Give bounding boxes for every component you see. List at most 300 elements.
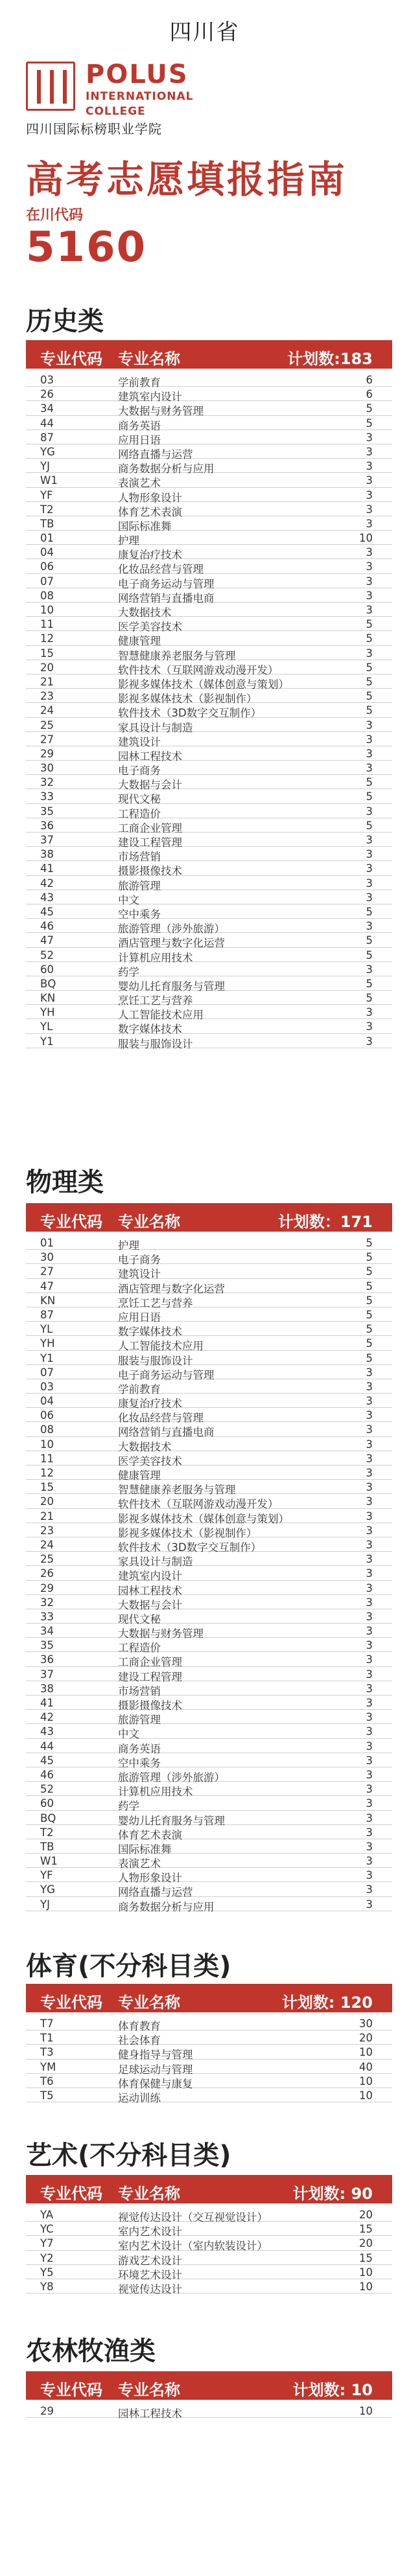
major-code: 43 — [40, 891, 54, 904]
plan-count: 5 — [366, 1308, 373, 1321]
plan-count: 10 — [359, 2046, 373, 2059]
table-row — [26, 1710, 392, 1727]
table-row — [26, 617, 392, 634]
table-row — [26, 775, 392, 792]
major-code: BQ — [40, 1811, 56, 1824]
table-header-history — [26, 340, 392, 369]
plan-count: 3 — [366, 1596, 373, 1609]
plan-count: 3 — [366, 589, 373, 602]
plan-count: 3 — [366, 1797, 373, 1810]
plan-count: 3 — [366, 963, 373, 976]
major-name: 工程造价 — [118, 807, 161, 820]
major-name: 大数据与财务管理 — [118, 1627, 204, 1640]
major-name: 健身指导与管理 — [118, 2049, 193, 2062]
major-name: 市场营销 — [118, 851, 161, 864]
table-row — [26, 904, 392, 919]
major-name: 建筑设计 — [118, 735, 161, 748]
table-row — [26, 1365, 392, 1379]
major-name: 家具设计与制造 — [118, 1556, 193, 1569]
plan-count: 3 — [366, 1768, 373, 1781]
table-row — [26, 502, 392, 516]
major-code: 87 — [40, 1308, 54, 1321]
table-row — [26, 1379, 392, 1394]
table-row — [26, 559, 392, 576]
major-code: 29 — [40, 1581, 54, 1594]
plan-count: 10 — [359, 2089, 373, 2102]
major-code: 43 — [40, 1725, 54, 1738]
section-title-agriculture: 农林牧渔类 — [26, 2336, 156, 2366]
major-code: YF — [40, 1869, 53, 1882]
major-code: 23 — [40, 1524, 54, 1537]
major-code: YG — [40, 445, 55, 458]
plan-count: 3 — [366, 460, 373, 473]
plan-count: 3 — [366, 1423, 373, 1436]
table-row — [26, 1595, 392, 1609]
table-row — [26, 2060, 392, 2074]
plan-count: 3 — [366, 1366, 373, 1379]
plan-count: 5 — [366, 1323, 373, 1336]
major-code: 32 — [40, 1596, 54, 1609]
logo-en-line3: COLLEGE — [86, 105, 146, 118]
plan-count: 3 — [366, 1006, 373, 1019]
major-code: 24 — [40, 704, 54, 717]
major-code: Y7 — [40, 2237, 54, 2250]
major-code: 25 — [40, 719, 54, 731]
major-code: 06 — [40, 1409, 54, 1422]
major-code: 04 — [40, 1395, 54, 1408]
major-name: 建筑设计 — [118, 1268, 161, 1281]
plan-count: 3 — [366, 1035, 373, 1048]
table-header-physics — [26, 1203, 392, 1232]
section-title-sports: 体育(不分科目类) — [26, 1951, 231, 1981]
table-row — [26, 373, 392, 387]
table-header-sports — [26, 1984, 392, 2012]
plan-count: 3 — [366, 1538, 373, 1551]
plan-count: 3 — [366, 1855, 373, 1868]
major-code: 30 — [40, 762, 54, 775]
major-code: YH — [40, 1337, 55, 1350]
table-row — [26, 2030, 392, 2045]
major-name: 摄影摄像技术 — [118, 865, 182, 878]
major-code: W1 — [40, 474, 58, 487]
major-code: 46 — [40, 920, 54, 933]
major-code: 15 — [40, 647, 54, 660]
table-row — [26, 1724, 392, 1741]
plan-count: 3 — [366, 1510, 373, 1523]
plan-count: 5 — [366, 1351, 373, 1364]
plan-count: 3 — [366, 503, 373, 516]
major-name: 康复治疗技术 — [118, 1397, 182, 1410]
major-code: T6 — [40, 2075, 54, 2087]
major-name: 烹饪工艺与营养 — [118, 1296, 193, 1309]
table-row — [26, 1019, 392, 1036]
plan-count: 10 — [359, 2405, 373, 2417]
table-row — [26, 2251, 392, 2265]
table-row — [26, 2088, 392, 2102]
plan-count: 3 — [366, 1467, 373, 1479]
major-code: 27 — [40, 1265, 54, 1278]
plan-count: 5 — [366, 905, 373, 918]
plan-count: 5 — [366, 819, 373, 832]
major-code: 26 — [40, 388, 54, 401]
plan-count: 3 — [366, 1826, 373, 1839]
col-header-code: 专业代码 — [40, 2381, 102, 2399]
major-code: 12 — [40, 632, 54, 645]
plan-count: 3 — [366, 1725, 373, 1738]
plan-count: 3 — [366, 1610, 373, 1623]
major-name: 大数据与会计 — [118, 779, 182, 792]
major-name: 智慧健康养老服务与管理 — [118, 649, 236, 662]
major-code: 45 — [40, 1754, 54, 1767]
plan-count: 5 — [366, 992, 373, 1005]
plan-count: 3 — [366, 517, 373, 530]
major-code: 41 — [40, 1697, 54, 1709]
plan-count: 3 — [366, 1653, 373, 1666]
plan-count: 15 — [359, 2223, 373, 2236]
table-row — [26, 991, 392, 1005]
table-row — [26, 1293, 392, 1307]
table-row — [26, 2222, 392, 2236]
major-name: 大数据与财务管理 — [118, 405, 204, 418]
major-code: 06 — [40, 560, 54, 573]
table-row — [26, 1696, 392, 1710]
col-header-count: 计划数: 120 — [281, 1994, 373, 2012]
major-code: 36 — [40, 819, 54, 832]
major-code: W1 — [40, 1855, 58, 1868]
major-name: 应用日语 — [118, 1311, 161, 1324]
table-row — [26, 1681, 392, 1696]
plan-count: 3 — [366, 1553, 373, 1566]
col-header-count: 计划数：171 — [277, 1213, 373, 1231]
major-code: 12 — [40, 1467, 54, 1479]
major-name: 现代文秘 — [118, 1613, 161, 1626]
plan-count: 5 — [366, 632, 373, 645]
major-name: 服装与服饰设计 — [118, 1354, 193, 1367]
major-name: 智慧健康养老服务与管理 — [118, 1484, 236, 1497]
plan-count: 3 — [366, 1452, 373, 1465]
major-name: 电子商务 — [118, 765, 161, 777]
table-row — [26, 430, 392, 444]
section-title-art: 艺术(不分科目类) — [26, 2141, 231, 2170]
table-row — [26, 789, 392, 806]
plan-count: 3 — [366, 920, 373, 933]
table-row — [26, 488, 392, 502]
major-name: 影视多媒体技术（媒体创意与策划） — [118, 1512, 289, 1525]
major-code: TB — [40, 1840, 54, 1853]
major-name: 园林工程技术 — [118, 1584, 182, 1597]
major-code: Y8 — [40, 2280, 54, 2293]
major-code: 33 — [40, 1610, 54, 1623]
major-name: 工程造价 — [118, 1642, 161, 1655]
table-row — [26, 660, 392, 674]
major-name: 建设工程管理 — [118, 836, 182, 849]
major-code: 01 — [40, 532, 54, 545]
table-row — [26, 1882, 392, 1899]
major-code: YL — [40, 1323, 53, 1336]
table-row — [26, 1279, 392, 1293]
plan-count: 15 — [359, 2251, 373, 2264]
college-logo — [26, 60, 389, 137]
plan-count: 3 — [366, 1020, 373, 1033]
major-name: 烹饪工艺与营养 — [118, 995, 193, 1007]
major-code: 29 — [40, 747, 54, 760]
major-code: 37 — [40, 1668, 54, 1681]
table-row — [26, 703, 392, 720]
major-code: 47 — [40, 934, 54, 947]
col-header-name: 专业名称 — [118, 2185, 180, 2203]
table-row — [26, 1466, 392, 1480]
major-name: 网络直播与运营 — [118, 1886, 193, 1899]
major-name: 体育艺术表演 — [118, 505, 182, 518]
major-code: 52 — [40, 949, 54, 961]
major-code: 87 — [40, 431, 54, 444]
plan-count: 5 — [366, 1237, 373, 1249]
major-name: 大数据与会计 — [118, 1598, 182, 1611]
major-code: 60 — [40, 963, 54, 976]
table-row — [26, 1005, 392, 1022]
table-row — [26, 545, 392, 562]
table-row — [26, 1250, 392, 1267]
major-code: 10 — [40, 1438, 54, 1451]
major-code: 29 — [40, 2405, 54, 2417]
plan-count: 3 — [366, 1625, 373, 1638]
major-code: 11 — [40, 1452, 54, 1465]
logo-en-line2: INTERNATIONAL — [86, 90, 194, 103]
major-name: 国际标准舞 — [118, 1843, 172, 1856]
col-header-code: 专业代码 — [40, 1213, 102, 1231]
plan-count: 3 — [366, 1438, 373, 1451]
major-name: 健康管理 — [118, 1469, 161, 1482]
plan-count: 3 — [366, 489, 373, 501]
plan-count: 3 — [366, 1524, 373, 1537]
major-name: 电子商务运动与管理 — [118, 1368, 215, 1381]
major-name: 医学美容技术 — [118, 1455, 182, 1467]
table-row — [26, 2404, 392, 2418]
section-title-history: 历史类 — [26, 306, 104, 336]
plan-count: 5 — [366, 977, 373, 990]
major-code: 21 — [40, 675, 54, 688]
plan-count: 20 — [359, 2209, 373, 2221]
plan-count: 5 — [366, 790, 373, 803]
major-code: KN — [40, 1294, 56, 1307]
major-code: 38 — [40, 1682, 54, 1695]
plan-count: 3 — [366, 431, 373, 444]
major-code: 20 — [40, 1495, 54, 1508]
major-name: 园林工程技术 — [118, 2408, 182, 2420]
table-row — [26, 2236, 392, 2253]
major-name: 家具设计与制造 — [118, 721, 193, 734]
major-code: YC — [40, 2223, 54, 2236]
plan-count: 10 — [359, 2266, 373, 2279]
province-label: 四川省 — [169, 19, 240, 45]
table-row — [26, 933, 392, 950]
major-code: 30 — [40, 1251, 54, 1264]
plan-count: 10 — [359, 532, 373, 545]
major-name: 影视多媒体技术（影视制作） — [118, 1526, 257, 1539]
plan-count: 5 — [366, 402, 373, 415]
table-row — [26, 416, 392, 430]
plan-count: 3 — [366, 805, 373, 818]
table-row — [26, 1566, 392, 1583]
table-physics — [26, 1236, 392, 1911]
major-name: 学前教育 — [118, 376, 161, 389]
plan-count: 3 — [366, 445, 373, 458]
col-header-name: 专业名称 — [118, 1994, 180, 2012]
table-row — [26, 1509, 392, 1523]
table-row — [26, 1811, 392, 1825]
major-name: 体育保健与康复 — [118, 2077, 193, 2090]
major-name: 国际标准舞 — [118, 520, 172, 533]
col-header-name: 专业名称 — [118, 350, 180, 368]
table-row — [26, 1264, 392, 1281]
table-row — [26, 1537, 392, 1552]
major-name: 建筑室内设计 — [118, 1570, 182, 1583]
plan-count: 3 — [366, 647, 373, 660]
major-code: 42 — [40, 1711, 54, 1724]
major-name: 室内艺术设计 — [118, 2225, 182, 2238]
major-code: 35 — [40, 1639, 54, 1652]
table-row — [26, 473, 392, 490]
table-row — [26, 2207, 392, 2222]
major-code: T3 — [40, 2046, 54, 2059]
major-name: 园林工程技术 — [118, 750, 182, 763]
table-row — [26, 1624, 392, 1638]
major-name: 药学 — [118, 1800, 139, 1813]
col-header-count: 计划数:183 — [287, 350, 373, 368]
major-code: 45 — [40, 905, 54, 918]
table-row — [26, 1825, 392, 1839]
plan-count: 5 — [366, 1265, 373, 1278]
plan-count: 5 — [366, 934, 373, 947]
col-header-code: 专业代码 — [40, 2185, 102, 2203]
major-name: 康复治疗技术 — [118, 549, 182, 562]
major-name: 网络营销与直播电商 — [118, 1426, 215, 1439]
major-code: T1 — [40, 2032, 54, 2045]
major-name: 工商企业管理 — [118, 822, 182, 834]
plan-count: 3 — [366, 1883, 373, 1896]
table-row — [26, 1667, 392, 1681]
major-code: KN — [40, 992, 56, 1005]
table-row — [26, 1336, 392, 1353]
major-code: 01 — [40, 1237, 54, 1249]
table-row — [26, 2074, 392, 2088]
major-code: 60 — [40, 1797, 54, 1810]
table-row — [26, 1782, 392, 1799]
col-header-code: 专业代码 — [40, 1994, 102, 2012]
major-code: 07 — [40, 575, 54, 588]
major-code: YL — [40, 1020, 53, 1033]
major-name: 学前教育 — [118, 1383, 161, 1396]
major-name: 室内艺术设计（室内软装设计） — [118, 2240, 268, 2253]
major-code: BQ — [40, 977, 56, 990]
major-name: 旅游管理（涉外旅游） — [118, 1771, 225, 1784]
major-name: 市场营销 — [118, 1685, 161, 1697]
table-row — [26, 1494, 392, 1511]
major-name: 影视多媒体技术（影视制作） — [118, 693, 257, 706]
major-name: 空中乘务 — [118, 1756, 161, 1769]
major-name: 人工智能技术应用 — [118, 1009, 204, 1022]
major-code: 27 — [40, 733, 54, 746]
major-name: 酒店管理与数字化运营 — [118, 937, 225, 950]
plan-count: 6 — [366, 374, 373, 386]
plan-count: 20 — [359, 2237, 373, 2250]
major-name: 足球运动与管理 — [118, 2063, 193, 2076]
table-row — [26, 718, 392, 732]
table-row — [26, 1480, 392, 1497]
major-code: YM — [40, 2060, 56, 2073]
major-name: 应用日语 — [118, 433, 161, 446]
table-history — [26, 373, 392, 1048]
major-code: YJ — [40, 1898, 50, 1911]
major-name: 旅游管理 — [118, 879, 161, 892]
major-code: 33 — [40, 790, 54, 803]
table-row — [26, 876, 392, 890]
table-row — [26, 603, 392, 617]
table-row — [26, 1351, 392, 1365]
major-code: 08 — [40, 1423, 54, 1436]
major-code: 03 — [40, 1380, 54, 1393]
major-name: 计算机应用技术 — [118, 951, 193, 964]
plan-count: 3 — [366, 1754, 373, 1767]
col-header-name: 专业名称 — [118, 2381, 180, 2399]
table-row — [26, 1322, 392, 1339]
table-row — [26, 1638, 392, 1655]
table-agriculture — [26, 2404, 392, 2418]
major-code: 10 — [40, 604, 54, 616]
plan-count: 3 — [366, 1380, 373, 1393]
table-row — [26, 444, 392, 459]
major-code: 34 — [40, 402, 54, 415]
major-name: 人物形象设计 — [118, 1872, 182, 1885]
table-row — [26, 1307, 392, 1322]
plan-count: 3 — [366, 1409, 373, 1422]
table-row — [26, 948, 392, 962]
major-name: 化妆品经营与管理 — [118, 563, 204, 576]
major-name: 中文 — [118, 1728, 139, 1741]
major-name: 旅游管理（涉外旅游） — [118, 923, 225, 936]
table-row — [26, 401, 392, 418]
major-name: 数字媒体技术 — [118, 1023, 182, 1036]
table-row — [26, 1394, 392, 1408]
table-row — [26, 2016, 392, 2030]
table-row — [26, 1034, 392, 1048]
plan-count: 5 — [366, 949, 373, 961]
major-name: 空中乘务 — [118, 908, 161, 921]
table-row — [26, 1408, 392, 1425]
major-name: 医学美容技术 — [118, 621, 182, 634]
table-sports — [26, 2016, 392, 2102]
major-name: 大数据技术 — [118, 606, 172, 619]
plan-count: 5 — [366, 776, 373, 789]
section-title-physics: 物理类 — [26, 1167, 104, 1197]
table-row — [26, 1652, 392, 1669]
plan-count: 5 — [366, 690, 373, 703]
table-row — [26, 919, 392, 936]
page-title: 高考志愿填报指南 — [26, 157, 348, 201]
plan-count: 3 — [366, 1668, 373, 1681]
table-row — [26, 818, 392, 833]
plan-count: 20 — [359, 2032, 373, 2045]
major-code: YF — [40, 489, 53, 501]
school-code-label: 在川代码 — [26, 207, 84, 224]
major-name: 工商企业管理 — [118, 1656, 182, 1669]
major-code: T2 — [40, 1826, 54, 1839]
table-row — [26, 861, 392, 878]
major-name: 影视多媒体技术（媒体创意与策划） — [118, 678, 289, 691]
plan-count: 3 — [366, 1481, 373, 1494]
college-logo-icon — [26, 62, 75, 111]
table-row — [26, 761, 392, 775]
